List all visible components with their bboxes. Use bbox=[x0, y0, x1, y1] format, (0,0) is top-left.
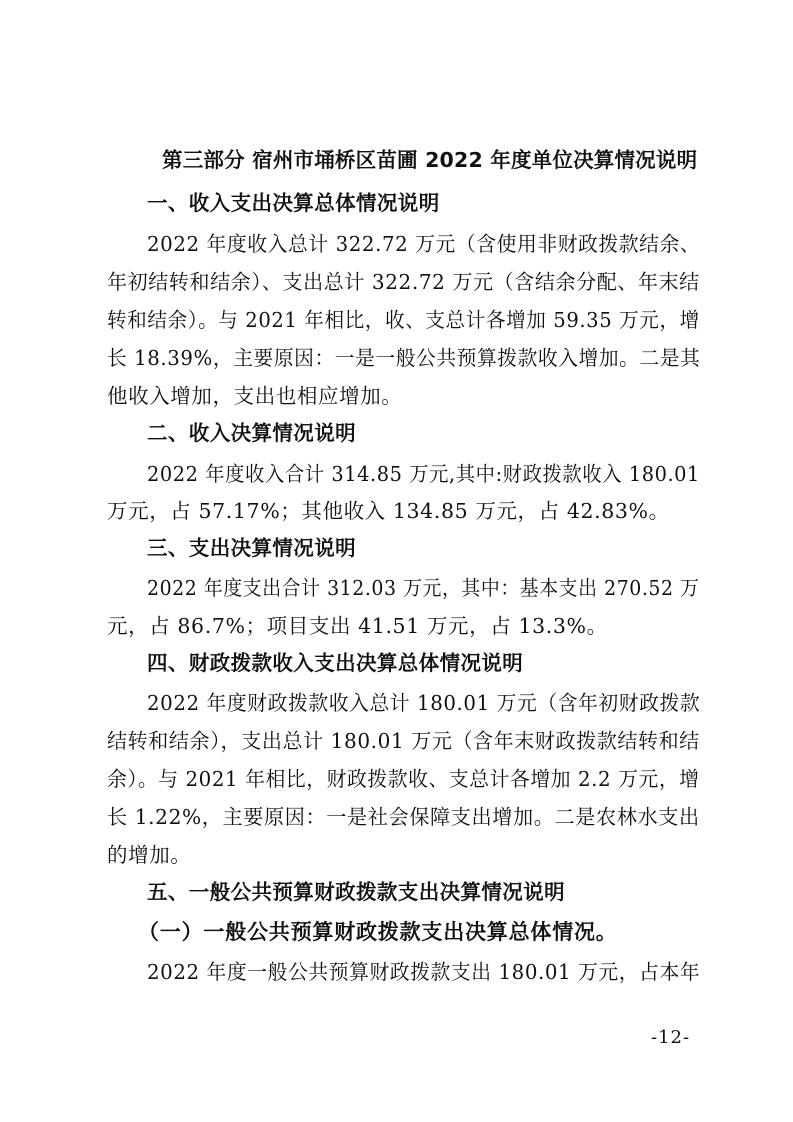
paragraph-line: 2022 年度一般公共预算财政拨款支出 180.01 万元，占本年 bbox=[147, 960, 701, 984]
paragraph-line: 长 18.39%，主要原因：一是一般公共预算拨款收入增加。二是其 bbox=[107, 346, 701, 370]
paragraph-line: 长 1.22%，主要原因：一是社会保障支出增加。二是农林水支出 bbox=[107, 805, 700, 829]
paragraph-line: 元，占 86.7%；项目支出 41.51 万元，占 13.3%。 bbox=[107, 614, 608, 638]
paragraph-line: 结转和结余），支出总计 180.01 万元（含年末财政拨款结转和结 bbox=[107, 729, 700, 753]
page-number: -12- bbox=[651, 1027, 691, 1048]
paragraph-line: 2022 年度收入合计 314.85 万元,其中:财政拨款收入 180.01 bbox=[147, 462, 700, 486]
paragraph-line: 2022 年度支出合计 312.03 万元，其中：基本支出 270.52 万 bbox=[147, 576, 700, 600]
section-heading-5: 五、一般公共预算财政拨款支出决算情况说明 bbox=[147, 880, 565, 904]
section-heading-2: 二、收入决算情况说明 bbox=[147, 421, 356, 445]
paragraph-line: 余）。与 2021 年相比，财政拨款收、支总计各增加 2.2 万元，增 bbox=[107, 767, 700, 791]
section-heading-3: 三、支出决算情况说明 bbox=[147, 536, 356, 560]
section-heading-1: 一、收入支出决算总体情况说明 bbox=[147, 191, 440, 215]
paragraph-line: 他收入增加，支出也相应增加。 bbox=[107, 384, 403, 408]
page-title: 第三部分 宿州市埇桥区苗圃 2022 年度单位决算情况说明 bbox=[162, 148, 698, 172]
paragraph-line: 2022 年度收入总计 322.72 万元（含使用非财政拨款结余、 bbox=[147, 232, 701, 256]
paragraph-line: 2022 年度财政拨款收入总计 180.01 万元（含年初财政拨款 bbox=[147, 691, 701, 715]
paragraph-line: 的增加。 bbox=[107, 843, 192, 867]
section-heading-4: 四、财政拨款收入支出决算总体情况说明 bbox=[147, 651, 524, 675]
paragraph-line: 年初结转和结余）、支出总计 322.72 万元（含结余分配、年末结 bbox=[107, 270, 700, 294]
paragraph-line: 转和结余）。与 2021 年相比，收、支总计各增加 59.35 万元，增 bbox=[107, 308, 700, 332]
paragraph-line: 万元，占 57.17%；其他收入 134.85 万元，占 42.83%。 bbox=[107, 499, 670, 523]
subsection-heading: （一）一般公共预算财政拨款支出决算总体情况。 bbox=[138, 919, 618, 944]
